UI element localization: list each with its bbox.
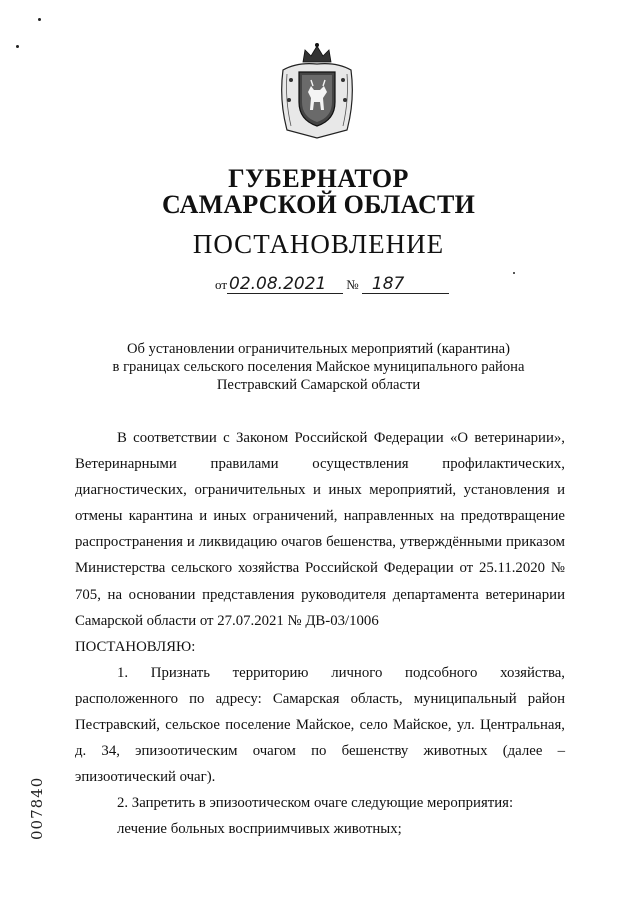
scan-speck — [513, 272, 515, 274]
document-subject — [0, 340, 637, 394]
preamble-paragraph: В соответствии с Законом Российской Федерации «О ветеринарии», Ветеринарными правилами осуществления профилактических, диагностических, ограничительных и иных мероприятий, установления и отмены карантина и иных ограничений, направленных на предотвращение распространения и ликвидацию очагов бешенства, утверждёнными приказом Министерства сельского хозяйства Российской Федерации от 25.11.2020 № 705, на основании представления руководителя департамента ветеринарии Самарской области от 27.07.2021 № ДВ-03/1006 — [75, 430, 565, 629]
subject-line: в границах сельского поселения Майское муниципального района — [112, 359, 525, 375]
item-1-paragraph: 1. Признать территорию личного подсобного хозяйства, расположенного по адресу: Самарская область, муниципальный район Пестравский, сельское поселение Майское, село Майское, ул. Центральная, д. 34, эпизоотическим очагом по бешенству животных (далее – эпизоотический очаг). — [75, 664, 565, 786]
document-body — [75, 425, 565, 843]
samara-coat-of-arms-icon — [277, 40, 357, 140]
number-sign: № — [346, 277, 359, 292]
scan-speck — [38, 18, 41, 21]
decree-word: ПОСТАНОВЛЯЮ: — [75, 638, 196, 655]
document-type: ПОСТАНОВЛЕНИЕ — [192, 229, 445, 259]
item-2-subitem: лечение больных восприимчивых животных; — [117, 821, 402, 838]
scan-speck — [16, 45, 19, 48]
margin-registration-stamp: 007840 — [28, 776, 46, 840]
document-number-line — [215, 275, 449, 294]
issuer-title: ГУБЕРНАТОР — [228, 164, 409, 193]
subject-line: Пестравский Самарской области — [216, 377, 421, 393]
issuer-region: САМАРСКОЙ ОБЛАСТИ — [161, 190, 476, 219]
document-date: 02.08.2021 — [227, 275, 343, 294]
date-prefix: от — [215, 277, 228, 292]
document-number: 187 — [362, 275, 449, 294]
item-2-paragraph: 2. Запретить в эпизоотическом очаге следующие мероприятия: — [117, 795, 514, 812]
subject-line: Об установлении ограничительных мероприятий (карантина) — [127, 341, 510, 357]
